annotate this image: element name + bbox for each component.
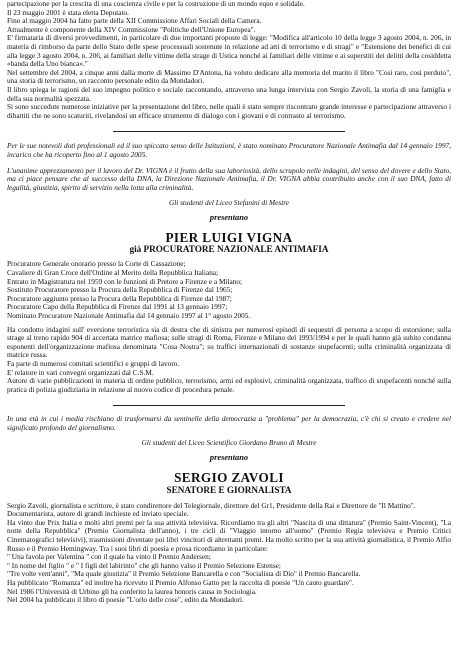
presentano-heading: presentano: [209, 212, 249, 222]
paragraph: E' firmataria di diversi provvedimenti, in particolare di due importanti proposte di legge: "Modifica all'articolo 10 della legge 3 agosto 2004, n. 206, in materia di rimborso da parte dello Stato delle spese processuali sostenute in relazione ad atti di terrorismo e di stragi" e "Estensione dei benefici di cui alla legge 3 agosto 2004, n. 206, ai familiari delle vittime della strage di Ustica nonché ai familiari delle vittime e ai superstiti dei delitti della cosiddetta «banda della Uno bianca».": [7, 33, 451, 69]
document-page: [7, 0, 451, 605]
vigna-section: [7, 142, 451, 394]
paragraph: Ha condotto indagini sull' eversione terroristica sia di destra che di sinistra per numerosi episodi di sequestri di persona a scopo di estorsione; sulla strage al treno rapido 904 di accertata matrice mafiosa; sulle stragi di Roma, Firenze e Milano del 1993/1994 e per le quali hanno già subito condanna esponenti dell'organizzazione mafiosa denominata "Cosa Nostra"; su traffici internazionali di sostanze stupefacenti; sulla criminalità organizzata di matrice russa.: [7, 324, 451, 360]
speaker-name: PIER LUIGI VIGNA: [165, 229, 293, 245]
paragraph: " Una favola per Valentina " con il quale ha vinto il Premio Andersen;: [7, 552, 211, 562]
paragraph: E' relatore in vari convegni organizzati dal C.S.M.: [7, 367, 154, 377]
speaker-role: SENATORE E GIORNALISTA: [166, 484, 292, 495]
career-item: Nominato Procuratore Nazionale Antimafia dal 14 gennaio 1997 al 1° agosto 2005.: [7, 310, 251, 320]
paragraph: Il 23 maggio 2001 è stata eletta Deputato.: [7, 7, 129, 17]
career-item: Cavaliere di Gran Croce dell'Ordine al Merito della Repubblica Italiana;: [7, 267, 219, 277]
paragraph: Il libro spiega le ragioni del suo impegno politico e sociale raccontando, attraverso una lunga intervista con Sergio Zavoli, la storia di una famiglia e della sua normalità spezzata.: [7, 84, 451, 103]
speaker-role: già PROCURATORE NAZIONALE ANTIMAFIA: [129, 244, 329, 255]
intro-text: In una età in cui i media rischiano di trasformarsi da sentinelle della democrazia a "problema" per la democrazia, c'è chi si creato e credere nel significato profondo del giornalismo.: [7, 414, 451, 432]
paragraph: Sergio Zavoli, giornalista e scrittore, è stato condirettore del Telegiornale, direttore del Gr1, Presidente della Rai e Direttore de "Il Mattino".: [7, 500, 416, 510]
career-item: Entrato in Magistratura nel 1959 con le funzioni di Pretore a Firenze e a Milano;: [7, 276, 243, 286]
paragraph: partecipazione per la crescita di una coscienza civile e per la costruzione di un mondo equo e solidale.: [7, 0, 305, 8]
presenter-line: Gli studenti del Liceo Stefanini di Mestre: [168, 198, 290, 208]
quote-text: L'unanime apprezzamento per il lavoro del Dr. VIGNA è il frutto della sua laboriosità, dello scrupolo nelle indagini, del senso del dovere e dello Stato, ma ci piace pensare che al successo della DNA, la Direzione Nazionale Antimafia, il Dr. VIGNA abbia contribuito anche con il suo DNA, fatto di legalità, giustizia, spirito di servizio nella lotta alla criminalità.: [7, 165, 451, 192]
paragraph: Fa parte di numerosi comitati scientifici e gruppi di lavoro.: [7, 358, 180, 368]
paragraph: Attualmente è componente della XIV Commissione "Politiche dell'Unione Europea".: [7, 24, 256, 34]
presentano-heading: presentano: [209, 453, 249, 463]
paragraph: Fino al maggio 2004 ha fatto parte della XII Commissione Affari Sociali della Camera.: [7, 16, 262, 26]
paragraph: Documentarista, autore di grandi inchieste ed inviato speciale.: [7, 509, 189, 519]
speaker-name: SERGIO ZAVOLI: [174, 470, 284, 486]
career-item: Sostituto Procuratore presso la Procura della Repubblica di Firenze dal 1965;: [7, 285, 233, 295]
presenter-line: Gli studenti del Liceo Scientifico Giordano Bruno di Mestre: [141, 438, 317, 448]
career-list: [7, 260, 451, 320]
paragraph: Ha vinto due Prix Italia e molti altri premi per la sua attività televisiva. Ricordiamo tra gli altri "Nascita di una dittatura" (Premio Saint-Vincent), "La notte della Repubblica" (Premio Giornalista dell'anno), i tre cicli di "Viaggio intorno all'uomo" (Premio Regia televisiva e Premio Critici Cinematografici televisivi), trasmissioni diventate poi libri vincitori di altrettanti premi. Ha molto scritto per la sua attività giornalistica, il Premio Alfio Russo e il Premio Hemingway. Tra i suoi libri di poesia e prosa ricordiamo in particolare:: [7, 517, 451, 553]
career-item: Procuratore Generale onorario presso la Corte di Cassazione;: [7, 259, 186, 269]
intro-text: Per le sue notevoli doti professionali ed il suo spiccato senso delle Istituzioni, è stato nominato Procuratore Nazionale Antimafia dal 14 gennaio 1997, incarico che ha ricoperto fino al 1 agosto 2005.: [7, 141, 451, 159]
paragraph: Ha pubblicato "Romanza" ed inoltre ha ricevuto il Premio Alfonso Gatto per la raccolta di poesie "Un cauto guardare".: [7, 577, 354, 587]
paragraph: Nel 2004 ha pubblicato il libro di poesie "L'orlo delle cose", edito da Mondadori.: [7, 595, 244, 605]
career-item: Procuratore aggiunto presso la Procura della Repubblica di Firenze dal 1987;: [7, 293, 232, 303]
paragraph: Nel 1986 l'Università di Urbino gli ha conferito la laurea honoris causa in Sociologia.: [7, 586, 257, 596]
paragraph: Si sono succedute numerose iniziative per la presentazione del libro, nelle quali è stato sempre riscontrato grande interesse e partecipazione attraverso i dibattiti che ne sono scaturiti, rivelandosi un efficace strumento di dialogo con i giovani e di contrasto al terrorismo.: [7, 102, 451, 120]
paragraph: "Tre volte vent'anni", "Ma quale giustizia" il Premio Selezione Bancarella e con "Socialista di Dio" il Premio Bancarella.: [7, 569, 361, 579]
career-item: Procuratore Capo della Repubblica di Firenze dal 1991 al 13 gennaio 1997;: [7, 302, 228, 312]
paragraph: Autore di varie pubblicazioni in materia di ordine pubblico, terrorismo, armi ed esplosivi, criminalità organizzata, traffico di stupefacenti nonché sulla pratica di polizia giudiziaria in relazione al nuovo codice di procedura penale.: [7, 376, 451, 394]
paragraph: Nel settembre del 2004, a cinque anni dalla morte di Massimo D'Antona, ha voluto dedicare alla memoria del marito il libro "Così raro, così perduto", una storia di terrorismo, un racconto personale edito da Mondadori.: [7, 67, 451, 86]
biography-section: [7, 0, 451, 120]
zavoli-section: [7, 415, 451, 604]
paragraph: " In nome del figlio " e " I figli del labirinto" che gli hanno valso il Premio Selezione Estense;: [7, 560, 281, 570]
